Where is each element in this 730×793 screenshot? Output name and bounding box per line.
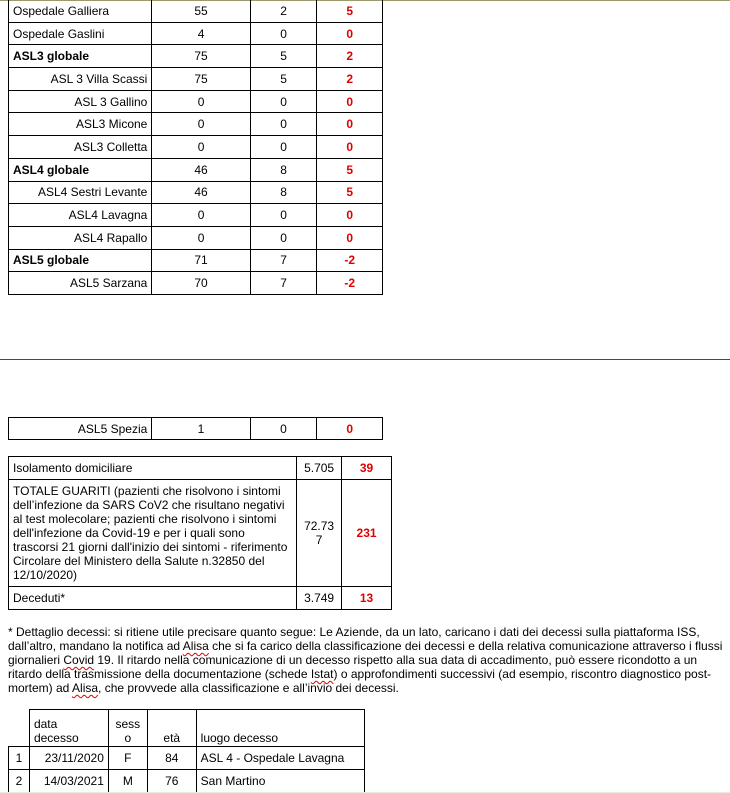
summary-value: 72.737 [297, 480, 342, 587]
note-text: * Dettaglio decessi: si ritiene utile precisare quanto segue: Le Aziende, da un lato, caricano i dati dei decessi sulla piattaforma ISS, dall’altro, mandano la notifica ad [8, 625, 700, 653]
spellcheck-word: Alisa [182, 639, 209, 653]
header-index [9, 710, 30, 747]
hospital-name: ASL 3 Villa Scassi [9, 68, 152, 91]
spellcheck-word: Alisa [72, 681, 99, 695]
table-row [9, 418, 383, 440]
hospital-name: Ospedale Galliera [9, 0, 152, 22]
hospital-value-1: 75 [152, 45, 250, 68]
table-row [9, 0, 383, 22]
table-row [9, 747, 365, 770]
hospital-name: ASL3 globale [9, 45, 152, 68]
hospital-value-2: 0 [250, 226, 317, 249]
row-index: 1 [9, 747, 30, 770]
spellcheck-word: Covid [63, 653, 95, 667]
header-place: luogo decesso [196, 710, 364, 747]
deaths-detail-note [8, 625, 724, 695]
note-text: che si fa carico della classificazione dei decessi e della relativa comunicazione attraverso i flussi giornalieri [8, 639, 723, 667]
hospital-value-2: 2 [250, 0, 317, 22]
spezia-table [8, 417, 383, 440]
hospital-value-1: 0 [152, 113, 250, 136]
hospital-delta: 2 [317, 45, 383, 68]
age: 84 [147, 747, 196, 770]
hospital-delta: 5 [317, 181, 383, 204]
death-place: San Martino [196, 770, 364, 793]
hospital-value-1: 70 [152, 272, 250, 295]
summary-delta: 39 [342, 457, 392, 480]
note-text: , che provvede alla classificazione e all’invio dei decessi. [98, 681, 399, 695]
table-row [9, 45, 383, 68]
hospital-delta: 5 [317, 158, 383, 181]
hospital-value-1: 0 [152, 90, 250, 113]
hospital-value-2: 8 [250, 181, 317, 204]
table-row [9, 226, 383, 249]
hospital-value-2: 5 [250, 45, 317, 68]
header-sex: sess o [108, 710, 147, 747]
deaths-table [8, 709, 365, 793]
table-row [9, 181, 383, 204]
spellcheck-word: Istat [310, 667, 334, 681]
hospital-value-2: 8 [250, 158, 317, 181]
hospital-value-1: 71 [152, 249, 250, 272]
hospitals-table [8, 0, 383, 295]
row-index: 2 [9, 770, 30, 793]
hospital-name: ASL5 Sarzana [9, 272, 152, 295]
hospital-value-1: 4 [152, 22, 250, 45]
hospital-value-2: 0 [250, 113, 317, 136]
hospital-value-1: 46 [152, 158, 250, 181]
hospital-value-2: 7 [250, 272, 317, 295]
table-row [9, 68, 383, 91]
hospital-delta: 2 [317, 68, 383, 91]
table-row [9, 113, 383, 136]
table-row [9, 587, 392, 610]
hospital-delta: 0 [317, 226, 383, 249]
age: 76 [147, 770, 196, 793]
hospital-value-1: 0 [152, 226, 250, 249]
hospital-delta: -2 [317, 249, 383, 272]
hospital-value-2: 5 [250, 68, 317, 91]
summary-delta: 13 [342, 587, 392, 610]
note-text: ) o approfondimenti successivi (ad esempio, riscontro diagnostico post-mortem) ad [8, 667, 712, 695]
hospital-name: ASL4 globale [9, 158, 152, 181]
hospital-value-2: 7 [250, 249, 317, 272]
hospital-delta: 5 [317, 0, 383, 22]
hospital-value-2: 0 [250, 136, 317, 159]
hospital-name: ASL 3 Gallino [9, 90, 152, 113]
hospital-value-1: 75 [152, 68, 250, 91]
hospital-name: ASL4 Lavagna [9, 204, 152, 227]
header-date: data decesso [29, 710, 108, 747]
hospital-delta: -2 [317, 272, 383, 295]
hospital-value-2: 0 [250, 90, 317, 113]
table-row [9, 90, 383, 113]
header-age: età [147, 710, 196, 747]
hospital-name: ASL4 Sestri Levante [9, 181, 152, 204]
table-row [9, 480, 392, 587]
death-date: 23/11/2020 [29, 747, 108, 770]
hospital-value-1: 46 [152, 181, 250, 204]
sex: F [108, 747, 147, 770]
hospital-delta: 0 [317, 22, 383, 45]
hospital-value-2: 0 [250, 418, 317, 440]
hospital-name: ASL4 Rapallo [9, 226, 152, 249]
table-row [9, 22, 383, 45]
page-break-separator [0, 359, 730, 360]
hospital-name: Ospedale Gaslini [9, 22, 152, 45]
hospital-name: ASL3 Micone [9, 113, 152, 136]
hospital-value-1: 0 [152, 136, 250, 159]
hospital-value-1: 1 [152, 418, 250, 440]
table-row [9, 158, 383, 181]
table-row [9, 770, 365, 793]
summary-label: TOTALE GUARITI (pazienti che risolvono i sintomi dell’infezione da SARS CoV2 che risultano negativi al test molecolare; pazienti che risolvono i sintomi dell'infezione da Covid-19 e per i quali sono trascorsi 21 giorni dall'inizio dei sintomi - riferimento Circolare del Ministero della Salute n.32850 del 12/10/2020) [9, 480, 297, 587]
death-date: 14/03/2021 [29, 770, 108, 793]
hospital-value-1: 55 [152, 0, 250, 22]
hospital-delta: 0 [317, 418, 383, 440]
hospital-value-2: 0 [250, 204, 317, 227]
hospital-delta: 0 [317, 136, 383, 159]
note-text: 19. Il ritardo nella comunicazione di un decesso rispetto alla sua data di accadimento, può essere ricondotto a un ritardo della trasmissione della documentazione (schede [8, 653, 698, 681]
table-row [9, 136, 383, 159]
death-place: ASL 4 - Ospedale Lavagna [196, 747, 364, 770]
summary-table [8, 456, 392, 610]
hospital-delta: 0 [317, 204, 383, 227]
summary-delta: 231 [342, 480, 392, 587]
summary-value: 5.705 [297, 457, 342, 480]
hospital-value-1: 0 [152, 204, 250, 227]
table-row [9, 457, 392, 480]
hospital-delta: 0 [317, 113, 383, 136]
hospital-name: ASL3 Colletta [9, 136, 152, 159]
hospital-name: ASL5 Spezia [9, 418, 152, 440]
hospital-value-2: 0 [250, 22, 317, 45]
hospital-delta: 0 [317, 90, 383, 113]
table-row [9, 249, 383, 272]
summary-value: 3.749 [297, 587, 342, 610]
table-row [9, 272, 383, 295]
summary-label: Isolamento domiciliare [9, 457, 297, 480]
summary-label: Deceduti* [9, 587, 297, 610]
table-row [9, 204, 383, 227]
hospital-name: ASL5 globale [9, 249, 152, 272]
sex: M [108, 770, 147, 793]
table-header-row [9, 710, 365, 747]
